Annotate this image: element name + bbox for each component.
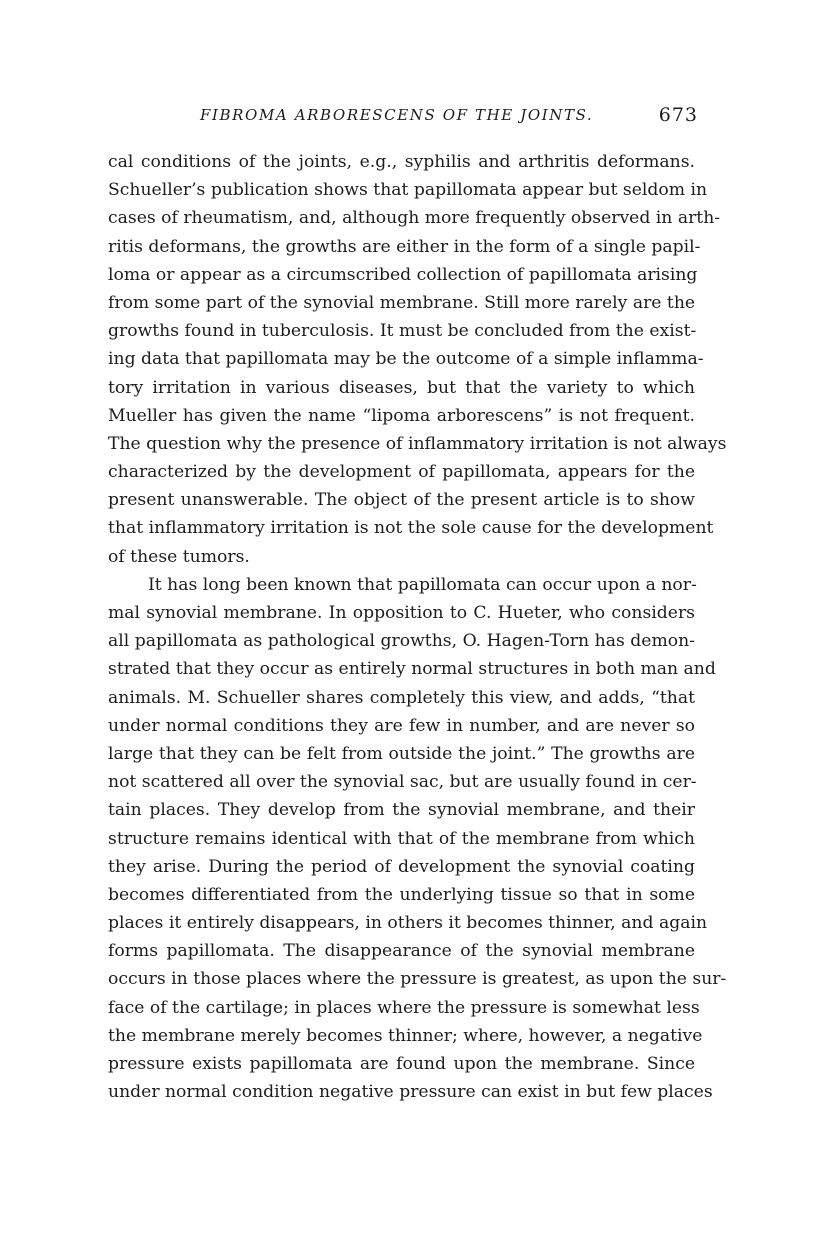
text-line: the membrane merely becomes thinner; where, however, a negative bbox=[108, 1025, 703, 1046]
text-line: growths found in tuberculosis. It must be concluded from the exist- bbox=[108, 321, 697, 342]
text-line: present unanswerable. The object of the present article is to show bbox=[108, 490, 695, 511]
text-line: Mueller has given the name “lipoma arborescens” is not frequent. bbox=[108, 405, 695, 426]
text-line: It has long been known that papillomata can occur upon a nor- bbox=[148, 574, 697, 595]
text-line: places it entirely disappears, in others it becomes thinner, and again bbox=[108, 913, 708, 934]
text-line: face of the cartilage; in places where the pressure is somewhat less bbox=[108, 997, 700, 1018]
text-line: The question why the presence of inflammatory irritation is not always bbox=[108, 433, 727, 454]
body-text bbox=[108, 148, 727, 1106]
text-line: ing data that papillomata may be the outcome of a simple inflamma- bbox=[108, 349, 704, 370]
paragraph-1 bbox=[108, 148, 727, 571]
text-line: occurs in those places where the pressure is greatest, as upon the sur- bbox=[108, 969, 727, 990]
text-line: cal conditions of the joints, e.g., syphilis and arthritis deformans. bbox=[108, 152, 695, 172]
text-line: becomes differentiated from the underlying tissue so that in some bbox=[108, 884, 695, 905]
text-line: from some part of the synovial membrane. Still more rarely are the bbox=[108, 292, 696, 313]
text-line: they arise. During the period of development the synovial coating bbox=[108, 856, 695, 877]
text-line: cases of rheumatism, and, although more frequently observed in arth- bbox=[108, 208, 721, 229]
text-line: that inflammatory irritation is not the sole cause for the development bbox=[108, 518, 714, 539]
text-line: under normal condition negative pressure can exist in but few places bbox=[108, 1082, 713, 1103]
text-line: pressure exists papillomata are found upon the membrane. Since bbox=[108, 1054, 695, 1074]
text-line: strated that they occur as entirely normal structures in both man and bbox=[108, 659, 716, 680]
text-line: animals. M. Schueller shares completely this view, and adds, “that bbox=[108, 687, 695, 708]
text-line: tory irritation in various diseases, but that the variety to which bbox=[108, 377, 695, 398]
text-line: tain places. They develop from the synovial membrane, and their bbox=[108, 800, 695, 821]
page-number: 673 bbox=[658, 104, 698, 126]
text-line: all papillomata as pathological growths, O. Hagen-Torn has demon- bbox=[108, 631, 695, 652]
running-head bbox=[108, 106, 698, 134]
text-line: structure remains identical with that of the membrane from which bbox=[108, 828, 695, 849]
text-line: under normal conditions they are few in number, and are never so bbox=[108, 715, 695, 736]
text-line: ritis deformans, the growths are either in the form of a single papil- bbox=[108, 236, 701, 257]
running-title: FIBROMA ARBORESCENS OF THE JOINTS. bbox=[200, 106, 594, 124]
text-line: forms papillomata. The disappearance of the synovial membrane bbox=[108, 941, 695, 962]
text-line: loma or appear as a circumscribed collection of papillomata arising bbox=[108, 264, 698, 285]
text-line: not scattered all over the synovial sac, but are usually found in cer- bbox=[108, 772, 697, 793]
text-line: of these tumors. bbox=[108, 546, 250, 567]
text-line: characterized by the development of papillomata, appears for the bbox=[108, 462, 695, 483]
text-line: mal synovial membrane. In opposition to C. Hueter, who considers bbox=[108, 603, 695, 623]
paragraph-2 bbox=[108, 571, 727, 1107]
text-line: Schueller’s publication shows that papillomata appear but seldom in bbox=[108, 180, 708, 201]
text-line: large that they can be felt from outside the joint.” The growths are bbox=[108, 743, 695, 764]
